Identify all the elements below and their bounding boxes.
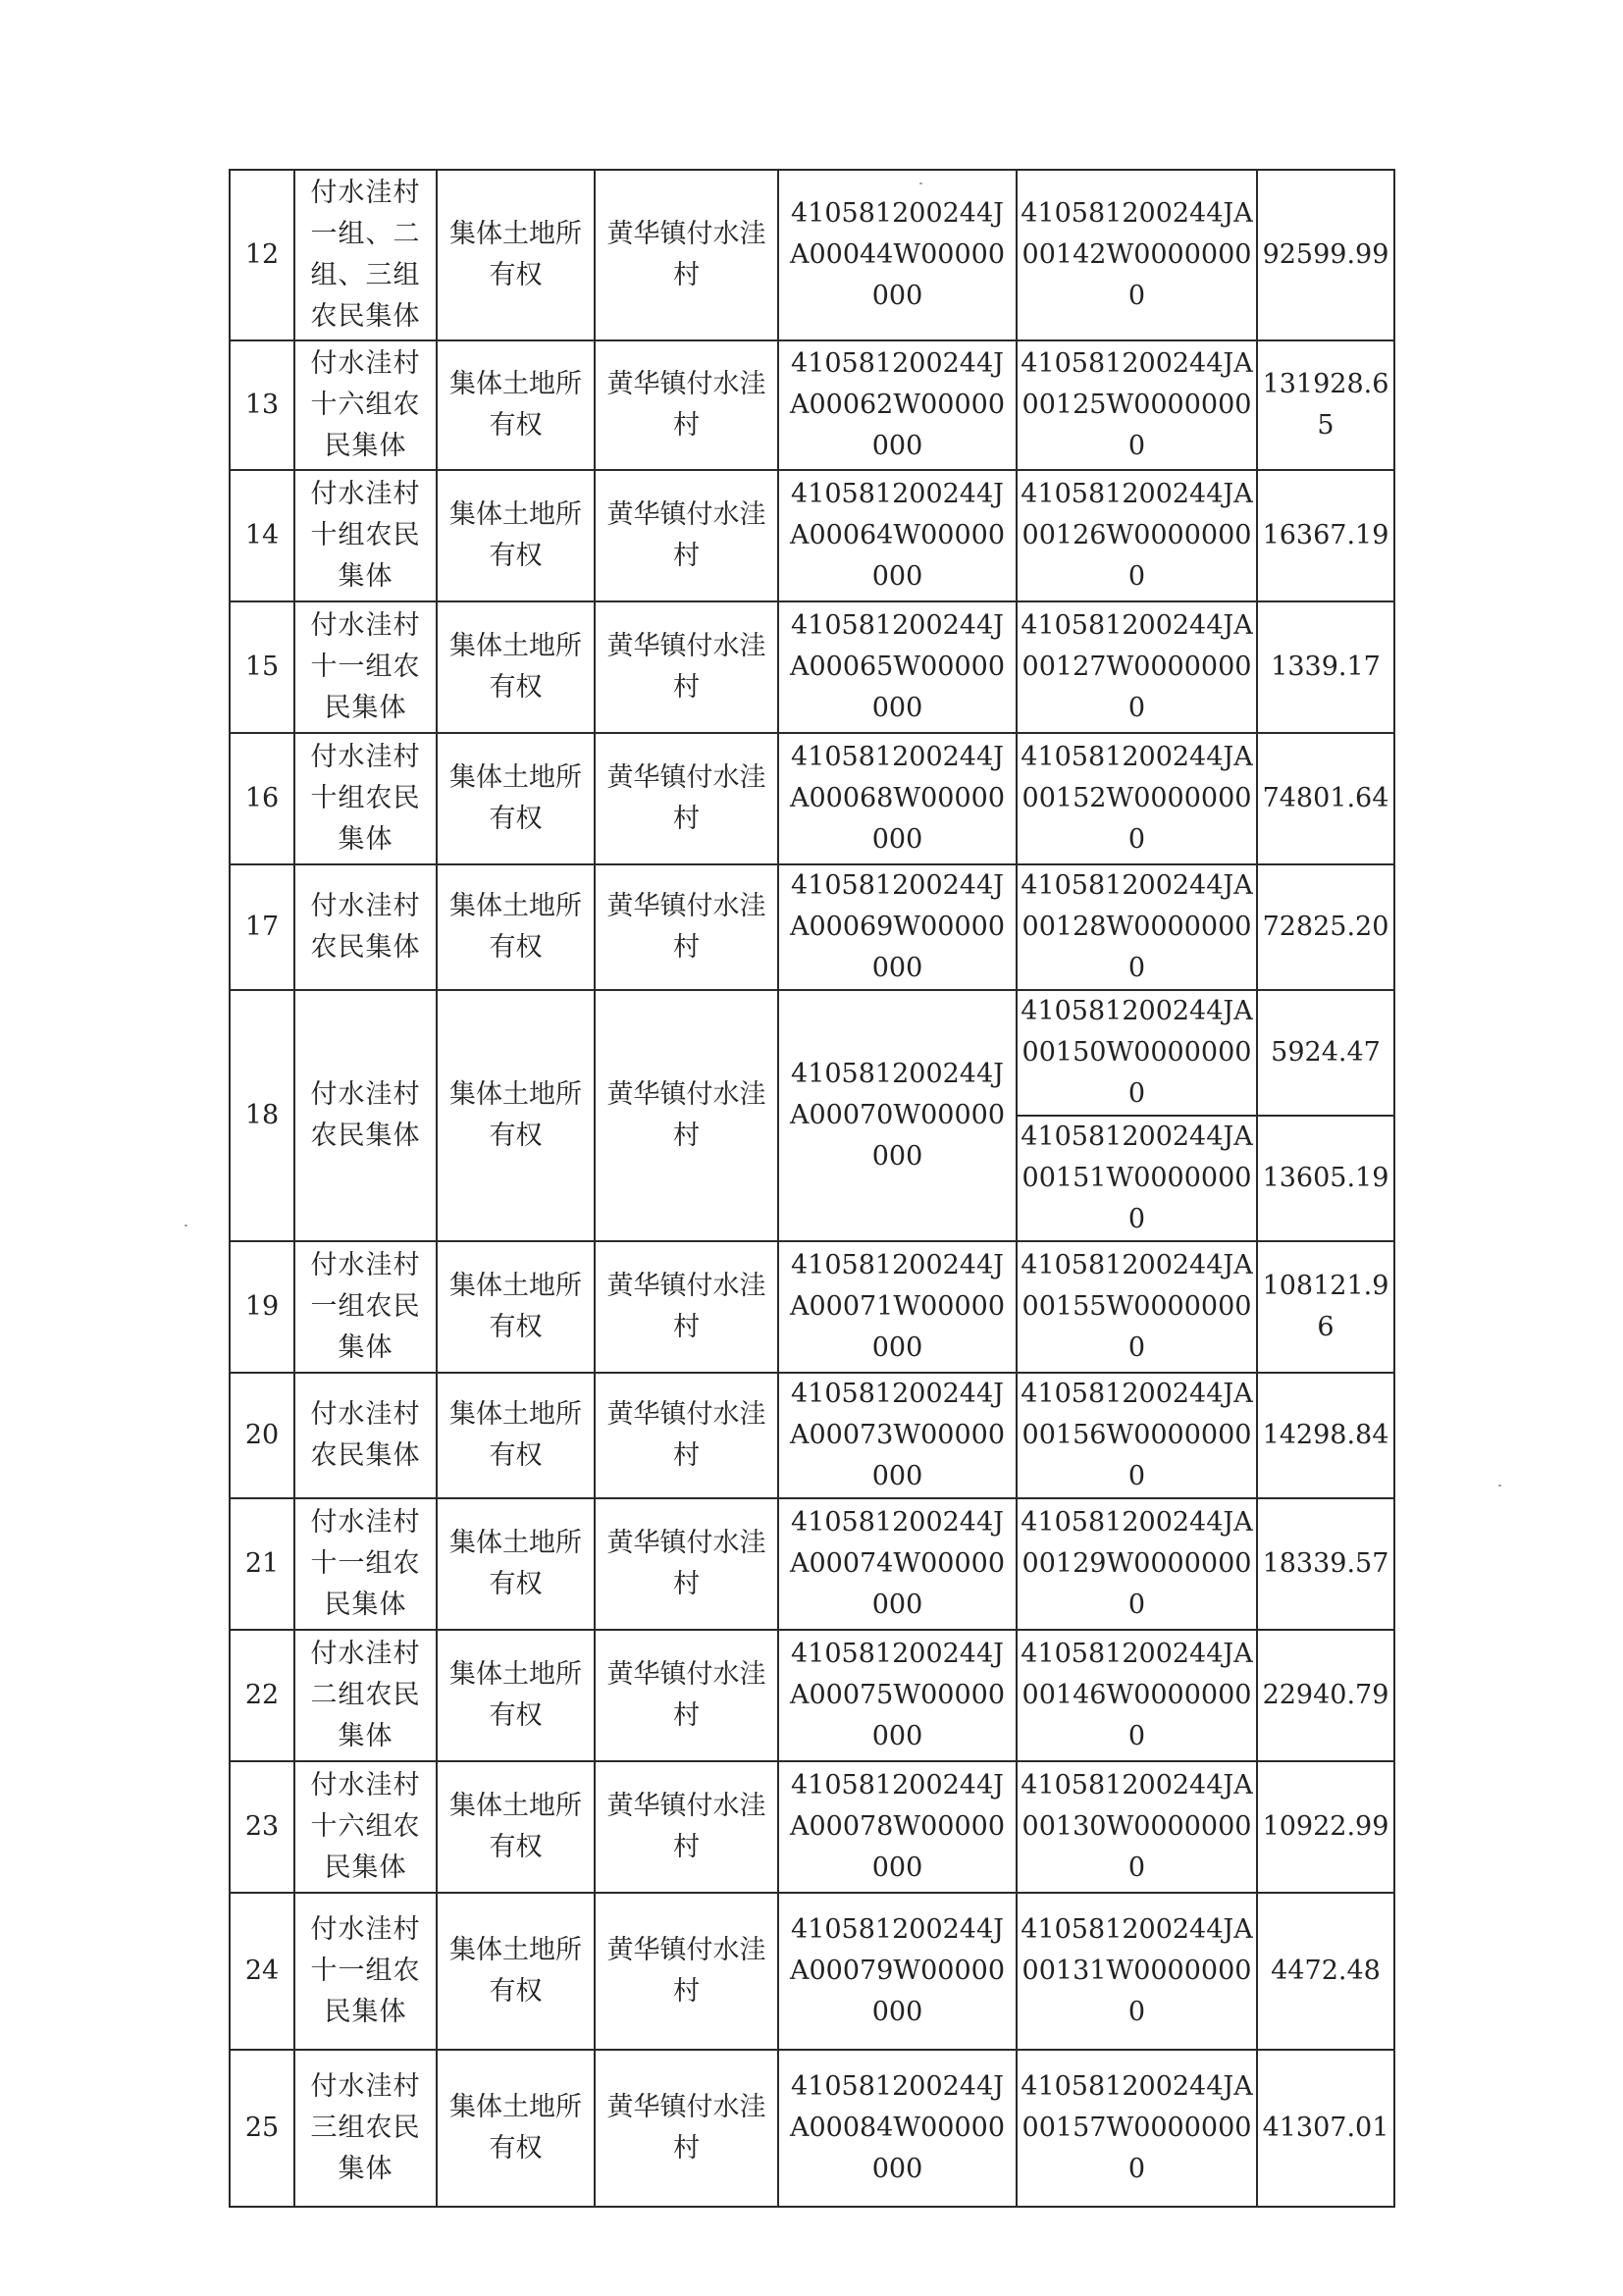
location-cell: 黄华镇付水洼村 [595,1498,778,1630]
area-cell: 14298.84 [1257,1373,1394,1498]
owner-cell: 付水洼村三组农民集体 [294,2050,437,2207]
owner-code-cell: 410581200244JA00071W00000000 [778,1241,1017,1373]
row-number-cell: 14 [230,470,294,601]
area-cell: 16367.19 [1257,470,1394,601]
parcel-code-cell: 410581200244JA00125W00000000 [1017,340,1257,470]
area-cell: 1339.17 [1257,601,1394,733]
owner-code-cell: 410581200244JA00068W00000000 [778,733,1017,864]
right-type-cell: 集体土地所有权 [437,1761,595,1893]
parcel-code-cell: 410581200244JA00155W00000000 [1017,1241,1257,1373]
table-row [230,1498,1394,1630]
row-number-cell: 20 [230,1373,294,1498]
area-cell: 13605.19 [1257,1116,1394,1241]
parcel-code-cell: 410581200244JA00129W00000000 [1017,1498,1257,1630]
parcel-code-cell: 410581200244JA00151W00000000 [1017,1116,1257,1241]
location-cell: 黄华镇付水洼村 [595,1893,778,2050]
area-cell: 5924.47 [1257,990,1394,1116]
table-row [230,340,1394,470]
row-number-cell: 21 [230,1498,294,1630]
table-body [230,170,1394,2207]
area-cell: 74801.64 [1257,733,1394,864]
right-type-cell: 集体土地所有权 [437,990,595,1241]
location-cell: 黄华镇付水洼村 [595,733,778,864]
right-type-cell: 集体土地所有权 [437,1373,595,1498]
owner-cell: 付水洼村一组、二组、三组农民集体 [294,170,437,340]
location-cell: 黄华镇付水洼村 [595,990,778,1241]
area-cell: 92599.99 [1257,170,1394,340]
right-type-cell: 集体土地所有权 [437,601,595,733]
owner-code-cell: 410581200244JA00062W00000000 [778,340,1017,470]
parcel-code-cell: 410581200244JA00146W00000000 [1017,1630,1257,1761]
owner-cell: 付水洼村二组农民集体 [294,1630,437,1761]
parcel-code-cell: 410581200244JA00126W00000000 [1017,470,1257,601]
row-number-cell: 17 [230,864,294,990]
row-number-cell: 25 [230,2050,294,2207]
owner-code-cell: 410581200244JA00079W00000000 [778,1893,1017,2050]
owner-code-cell: 410581200244JA00073W00000000 [778,1373,1017,1498]
owner-cell: 付水洼村一组农民集体 [294,1241,437,1373]
area-cell: 108121.96 [1257,1241,1394,1373]
land-ownership-table [229,169,1395,2208]
location-cell: 黄华镇付水洼村 [595,864,778,990]
right-type-cell: 集体土地所有权 [437,1893,595,2050]
owner-code-cell: 410581200244JA00064W00000000 [778,470,1017,601]
right-type-cell: 集体土地所有权 [437,2050,595,2207]
owner-code-cell: 410581200244JA00075W00000000 [778,1630,1017,1761]
right-type-cell: 集体土地所有权 [437,170,595,340]
right-type-cell: 集体土地所有权 [437,1498,595,1630]
table-row [230,2050,1394,2207]
location-cell: 黄华镇付水洼村 [595,2050,778,2207]
owner-cell: 付水洼村十组农民集体 [294,733,437,864]
row-number-cell: 16 [230,733,294,864]
owner-cell: 付水洼村十六组农民集体 [294,1761,437,1893]
area-cell: 4472.48 [1257,1893,1394,2050]
parcel-code-cell: 410581200244JA00150W00000000 [1017,990,1257,1116]
parcel-code-cell: 410581200244JA00156W00000000 [1017,1373,1257,1498]
right-type-cell: 集体土地所有权 [437,1241,595,1373]
table-row [230,601,1394,733]
table-row [230,733,1394,864]
parcel-code-cell: 410581200244JA00131W00000000 [1017,1893,1257,2050]
table-row [230,1893,1394,2050]
location-cell: 黄华镇付水洼村 [595,1630,778,1761]
location-cell: 黄华镇付水洼村 [595,340,778,470]
parcel-code-cell: 410581200244JA00127W00000000 [1017,601,1257,733]
row-number-cell: 13 [230,340,294,470]
row-number-cell: 23 [230,1761,294,1893]
scan-speck [184,1225,187,1226]
location-cell: 黄华镇付水洼村 [595,470,778,601]
area-cell: 131928.65 [1257,340,1394,470]
right-type-cell: 集体土地所有权 [437,340,595,470]
owner-code-cell: 410581200244JA00069W00000000 [778,864,1017,990]
owner-cell: 付水洼村十一组农民集体 [294,1498,437,1630]
owner-code-cell: 410581200244JA00078W00000000 [778,1761,1017,1893]
owner-cell: 付水洼村十一组农民集体 [294,1893,437,2050]
parcel-code-cell: 410581200244JA00152W00000000 [1017,733,1257,864]
parcel-code-cell: 410581200244JA00130W00000000 [1017,1761,1257,1893]
location-cell: 黄华镇付水洼村 [595,170,778,340]
area-cell: 18339.57 [1257,1498,1394,1630]
owner-cell: 付水洼村十六组农民集体 [294,340,437,470]
owner-code-cell: 410581200244JA00074W00000000 [778,1498,1017,1630]
right-type-cell: 集体土地所有权 [437,733,595,864]
owner-code-cell: 410581200244JA00084W00000000 [778,2050,1017,2207]
area-cell: 72825.20 [1257,864,1394,990]
location-cell: 黄华镇付水洼村 [595,1761,778,1893]
row-number-cell: 19 [230,1241,294,1373]
owner-cell: 付水洼村农民集体 [294,864,437,990]
area-cell: 41307.01 [1257,2050,1394,2207]
table-row [230,1373,1394,1498]
location-cell: 黄华镇付水洼村 [595,601,778,733]
row-number-cell: 24 [230,1893,294,2050]
location-cell: 黄华镇付水洼村 [595,1373,778,1498]
parcel-code-cell: 410581200244JA00128W00000000 [1017,864,1257,990]
parcel-code-cell: 410581200244JA00142W00000000 [1017,170,1257,340]
location-cell: 黄华镇付水洼村 [595,1241,778,1373]
row-number-cell: 15 [230,601,294,733]
owner-cell: 付水洼村农民集体 [294,990,437,1241]
area-cell: 10922.99 [1257,1761,1394,1893]
area-cell: 22940.79 [1257,1630,1394,1761]
row-number-cell: 18 [230,990,294,1241]
owner-code-cell: 410581200244JA00065W00000000 [778,601,1017,733]
right-type-cell: 集体土地所有权 [437,1630,595,1761]
owner-code-cell: 410581200244JA00070W00000000 [778,990,1017,1241]
scan-speck [1498,1485,1501,1487]
table-row [230,1761,1394,1893]
owner-cell: 付水洼村农民集体 [294,1373,437,1498]
owner-code-cell: 410581200244JA00044W00000000 [778,170,1017,340]
right-type-cell: 集体土地所有权 [437,864,595,990]
row-number-cell: 22 [230,1630,294,1761]
table-row [230,470,1394,601]
table-row [230,170,1394,340]
table-row [230,864,1394,990]
owner-cell: 付水洼村十组农民集体 [294,470,437,601]
scan-speck [919,183,922,184]
table-row [230,990,1394,1116]
table-row [230,1630,1394,1761]
right-type-cell: 集体土地所有权 [437,470,595,601]
owner-cell: 付水洼村十一组农民集体 [294,601,437,733]
row-number-cell: 12 [230,170,294,340]
table-row [230,1241,1394,1373]
parcel-code-cell: 410581200244JA00157W00000000 [1017,2050,1257,2207]
